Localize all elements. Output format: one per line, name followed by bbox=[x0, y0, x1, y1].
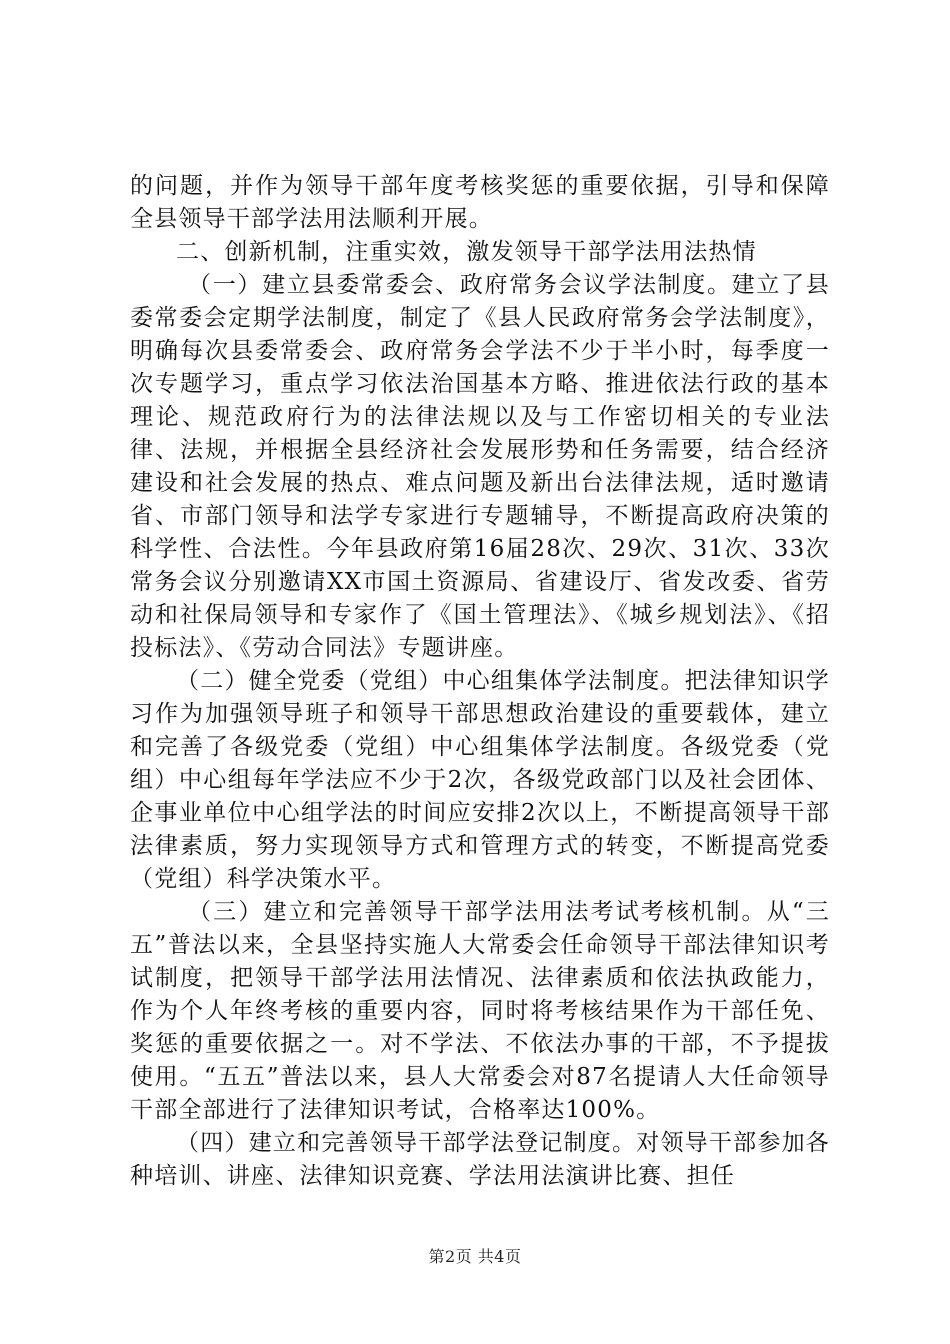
page-footer: 第2页 共4页 bbox=[428, 1247, 522, 1266]
paragraph-item-2: （二）健全党委（党组）中心组集体学法制度。把法律知识学习作为加强领导班子和领导干部思想政治建设的重要载体，建立和完善了各级党委（党组）中心组集体学法制度。各级党委（党组）中心组每年学法应不少于2次，各级党政部门以及社会团体、企事业单位中心组学法的时间应安排2次以上，不断提高领导干部法律素质，努力实现领导方式和管理方式的转变，不断提高党委（党组）科学决策水平。 bbox=[130, 668, 830, 892]
section-heading: 二、创新机制，注重实效，激发领导干部学法用法热情 bbox=[176, 239, 757, 265]
document-body bbox=[130, 170, 830, 1193]
paragraph-item-4: （四）建立和完善领导干部学法登记制度。对领导干部参加各种培训、讲座、法律知识竞赛、学法用法演讲比赛、担任 bbox=[130, 1130, 830, 1189]
paragraph-continuation: 的问题，并作为领导干部年度考核奖惩的重要依据，引导和保障全县领导干部学法用法顺利开展。 bbox=[130, 173, 830, 232]
paragraph-item-3: （三）建立和完善领导干部学法用法考试考核机制。从“三五”普法以来，全县坚持实施人大常委会任命领导干部法律知识考试制度，把领导干部学法用法情况、法律素质和依法执政能力，作为个人年终考核的重要内容，同时将考核结果作为干部任免、奖惩的重要依据之一。对不学法、不依法办事的干部，不予提拔使用。“五五”普法以来，县人大常委会对87名提请人大任命领导干部全部进行了法律知识考试，合格率达100%。 bbox=[130, 899, 830, 1123]
paragraph-item-1: （一）建立县委常委会、政府常务会议学法制度。建立了县委常委会定期学法制度，制定了《县人民政府常务会学法制度》，明确每次县委常委会、政府常务会学法不少于半小时，每季度一次专题学习，重点学习依法治国基本方略、推进依法行政的基本理论、规范政府行为的法律法规以及与工作密切相关的专业法律、法规，并根据全县经济社会发展形势和任务需要，结合经济建设和社会发展的热点、难点问题及新出台法律法规，适时邀请省、市部门领导和法学专家进行专题辅导，不断提高政府决策的科学性、合法性。今年县政府第16届28次、29次、31次、33次常务会议分别邀请XX市国土资源局、省建设厅、省发改委、省劳动和社保局领导和专家作了《国土管理法》、《城乡规划法》、《招投标法》、《劳动合同法》专题讲座。 bbox=[130, 272, 830, 661]
